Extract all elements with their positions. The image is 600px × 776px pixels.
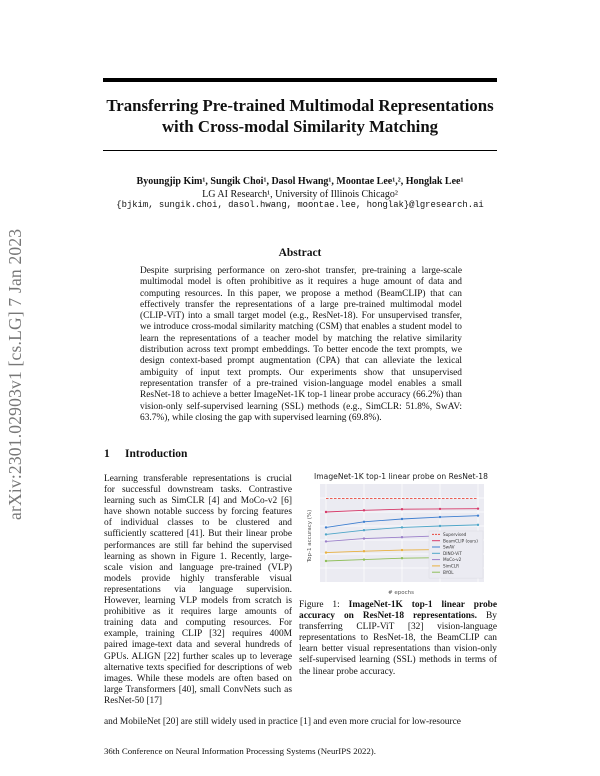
chart-data-point [325, 560, 327, 562]
chart-legend-label: Supervised [443, 532, 467, 537]
chart-data-point [363, 558, 365, 560]
chart-data-point [325, 526, 327, 528]
author-list: Byoungjip Kim¹, Sungik Choi¹, Dasol Hwang¹, Moontae Lee¹,², Honglak Lee¹ [136, 176, 464, 187]
chart-data-point [363, 521, 365, 523]
chart-legend-label: MoCo-v2 [443, 557, 462, 563]
chart-title: ImageNet-1K top-1 linear probe on ResNet-18 [314, 472, 488, 481]
chart-legend-label: SimCLR [443, 563, 460, 569]
section-number: 1 [104, 448, 110, 460]
chart-data-point [439, 508, 441, 510]
arxiv-stamp: arXiv:2301.02903v1 [cs.LG] 7 Jan 2023 [5, 228, 25, 520]
chart-data-point [363, 550, 365, 552]
chart-data-point [401, 518, 403, 520]
chart-data-point [325, 533, 327, 535]
paper-title: Transferring Pre-trained Multimodal Representations with Cross-modal Similarity Matching [106, 96, 494, 136]
chart-data-point [363, 537, 365, 539]
caption-bold-text: ImageNet-1K top-1 linear probe accuracy on ResNet-18 representations. [299, 600, 498, 622]
chart-data-point [477, 514, 479, 516]
conference-footer: 36th Conference on Neural Information Processing Systems (NeurIPS 2022). [104, 746, 376, 756]
chart-data-point [325, 551, 327, 553]
affiliations: LG AI Research¹, University of Illinois Chicago² [202, 189, 398, 200]
chart-data-point [401, 526, 403, 528]
title-bottom-rule [103, 150, 497, 151]
chart-data-point [401, 549, 403, 551]
intro-column-text: Learning transferable representations is crucial for successful downstream tasks. Contrastive learning such as SimCLR [4] and MoCo-v2 [6] have shown notable success by forcing features of individual classes to be clustered and sufficiently scattered [41]. But their linear probe performances are still far behind the supervised learning as shown in Figure 1. Recently, large-scale vision and language pre-trained (VLP) models provide highly transferable visual representations via language supervision. However, learning VLP models from scratch is prohibitive as it requires large amounts of training data and computing resources. For example, training CLIP [32] requires 400M paired image-text data and several hundreds of GPUs. ALIGN [22] further scales up to leverage alternative texts specified for descriptions of web images. While these models are often based on large Transformers [40], small ConvNets such as ResNet-50 [17] [104, 474, 292, 706]
chart-x-axis-label: # epochs [388, 590, 414, 596]
intro-full-width-line: and MobileNet [20] are still widely used in practice [1] and even more crucial for low-resource [104, 717, 461, 727]
figure-1-chart [300, 470, 498, 596]
chart-legend-label: DINO-ViT [443, 550, 462, 556]
chart-legend-label: BYOL [443, 569, 454, 575]
chart-data-point [477, 524, 479, 526]
caption-text: By transferring CLIP-ViT [32] vision-language representations to ResNet-18, the BeamCLIP can learn better visual representations than vision-only self-supervised learning (SSL) methods in terms of the linear probe accuracy. [299, 611, 497, 677]
section-title: Introduction [125, 448, 188, 460]
chart-data-point [477, 507, 479, 509]
abstract-heading: Abstract [278, 247, 322, 259]
caption-label: Figure 1: [299, 600, 340, 610]
chart-legend-label: BeamCLIP (ours) [443, 538, 478, 544]
chart-y-axis-label: Top-1 accuracy (%) [307, 509, 313, 563]
figure-1-caption [299, 600, 497, 678]
chart-legend-label: SwAV [443, 544, 455, 550]
author-emails: {bjkim, sungik.choi, dasol.hwang, moontae.lee, honglak}@lgresearch.ai [116, 200, 484, 210]
chart-data-point [363, 529, 365, 531]
chart-data-point [401, 536, 403, 538]
chart-data-point [439, 516, 441, 518]
chart-data-point [439, 525, 441, 527]
title-top-rule [103, 78, 497, 82]
chart-data-point [401, 557, 403, 559]
chart-data-point [401, 508, 403, 510]
chart-data-point [363, 509, 365, 511]
chart-data-point [325, 540, 327, 542]
chart-data-point [325, 511, 327, 513]
abstract-body: Despite surprising performance on zero-shot transfer, pre-training a large-scale multimodal model is often prohibitive as it requires a huge amount of data and computing resources. In this paper, we propose a method (BeamCLIP) that can effectively transfer the representations of a large pre-trained multimodal model (CLIP-ViT) into a small target model (e.g., ResNet-18). For unsupervised transfer, we introduce cross-modal similarity matching (CSM) that enables a student model to learn the representations of a teacher model by matching the relative similarity distribution across text prompt embeddings. To better encode the text prompts, we design context-based prompt augmentation (CPA) that can alleviate the lexical ambiguity of input text prompts. Our experiments show that unsupervised representation transfer of a pre-trained vision-language model enables a small ResNet-18 to achieve a better ImageNet-1K top-1 linear probe accuracy (66.2%) than vision-only self-supervised learning (SSL) methods (e.g., SimCLR: 51.8%, SwAV: 63.7%), while closing the gap with supervised learning (69.8%). [140, 266, 462, 423]
chart-legend [429, 531, 483, 578]
